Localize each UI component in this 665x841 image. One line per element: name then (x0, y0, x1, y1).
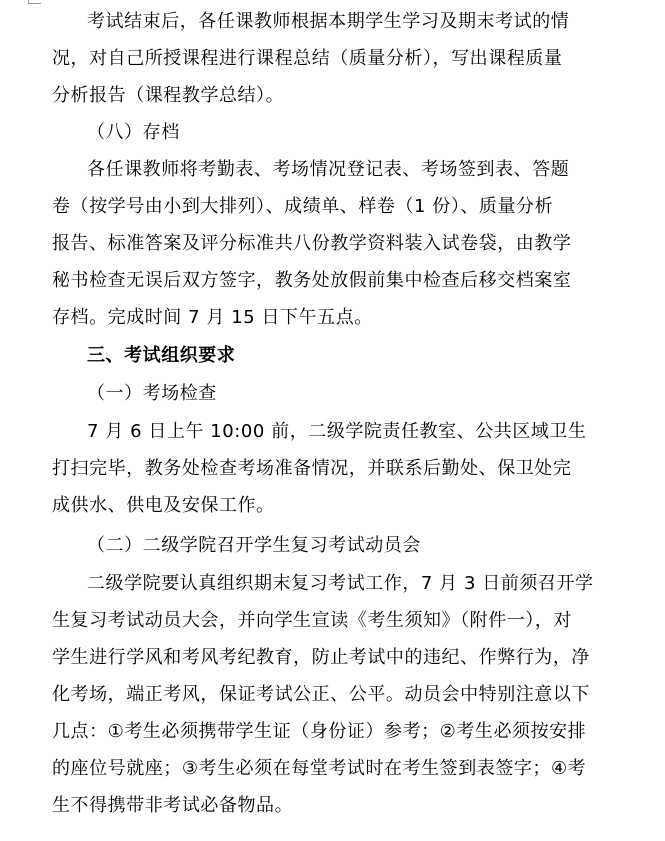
paragraph-line: 几点：①考生必须携带学生证（身份证）参考；②考生必须按安排 (52, 721, 587, 742)
paragraph-line: 成供水、供电及安保工作。 (52, 495, 275, 516)
paragraph-line: 的座位号就座；③考生必须在每堂考试时在考生签到表签字；④考 (52, 758, 587, 779)
paragraph-line: 况，对自己所授课程进行课程总结（质量分析），写出课程质量 (52, 48, 563, 69)
chapter-heading: 三、考试组织要求 (87, 345, 236, 366)
paragraph-line: 各任课教师将考勤表、考场情况登记表、考场签到表、答题 (87, 159, 570, 180)
paragraph-line: 学生进行学风和考风考纪教育，防止考试中的违纪、作弊行为，净 (52, 647, 590, 668)
paragraph-line: 报告、标准答案及评分标准共八份教学资料装入试卷袋，由教学 (52, 233, 572, 254)
paragraph-line: 秘书检查无误后双方签字，教务处放假前集中检查后移交档案室 (52, 270, 572, 291)
paragraph-line: 二级学院要认真组织期末复习考试工作，7 月 3 日前须召开学 (87, 573, 594, 594)
section-heading: （二）二级学院召开学生复习考试动员会 (87, 535, 421, 556)
section-heading: （一）考场检查 (87, 383, 217, 404)
page-corner-mark (28, 0, 41, 4)
paragraph-line: 化考场，端正考风，保证考试公正、公平。动员会中特别注意以下 (52, 684, 590, 705)
paragraph-line: 7 月 6 日上午 10:00 前，二级学院责任教室、公共区域卫生 (87, 421, 587, 442)
paragraph-line: 考试结束后，各任课教师根据本期学生学习及期末考试的情 (87, 11, 570, 32)
paragraph-line: 生不得携带非考试必备物品。 (52, 795, 294, 816)
paragraph-line: 分析报告（课程教学总结）。 (52, 85, 285, 106)
section-heading: （八）存档 (87, 122, 180, 143)
paragraph-line: 卷（按学号由小到大排列）、成绩单、样卷（1 份）、质量分析 (52, 196, 554, 217)
paragraph-line: 生复习考试动员大会，并向学生宣读《考生须知》（附件一），对 (52, 610, 572, 631)
paragraph-line: 打扫完毕，教务处检查考场准备情况，并联系后勤处、保卫处完 (52, 458, 572, 479)
paragraph-line: 存档。完成时间 7 月 15 日下午五点。 (52, 307, 373, 328)
